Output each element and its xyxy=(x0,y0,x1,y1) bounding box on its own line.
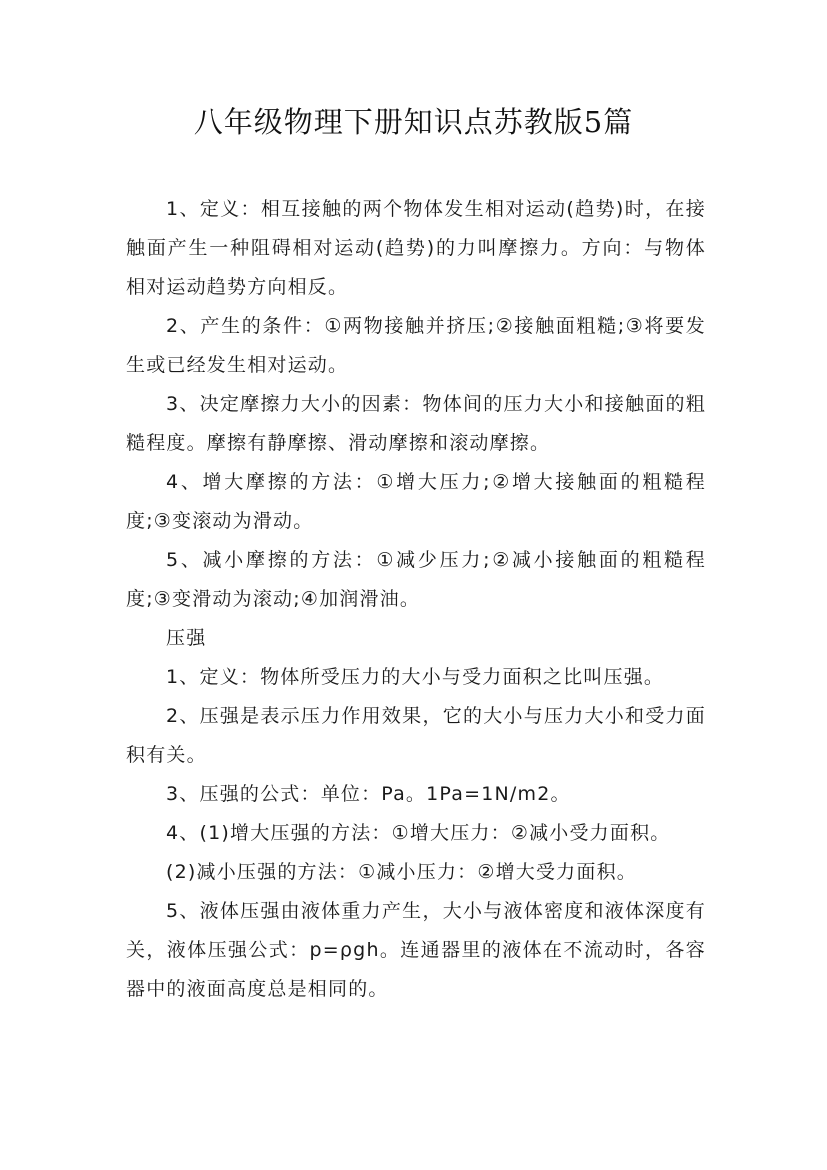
section-heading-pressure: 压强 xyxy=(166,627,207,649)
paragraph-pressure-definition: 1、定义：物体所受压力的大小与受力面积之比叫压强。 xyxy=(166,666,665,688)
paragraph-pressure-formula: 3、压强的公式：单位：Pa。1Pa=1N/m2。 xyxy=(166,783,571,805)
paragraph-friction-conditions: 2、产生的条件：①两物接触并挤压;②接触面粗糙;③将要发生或已经发生相对运动。 xyxy=(126,315,706,376)
document-body xyxy=(126,190,706,1009)
paragraph-friction-definition: 1、定义：相互接触的两个物体发生相对运动(趋势)时，在接触面产生一种阻碍相对运动(趋势)的力叫摩擦力。方向：与物体相对运动趋势方向相反。 xyxy=(126,198,706,298)
paragraph-pressure-effect: 2、压强是表示压力作用效果，它的大小与压力大小和受力面积有关。 xyxy=(126,705,706,766)
paragraph-friction-factors: 3、决定摩擦力大小的因素：物体间的压力大小和接触面的粗糙程度。摩擦有静摩擦、滑动摩擦和滚动摩擦。 xyxy=(126,393,706,454)
document-title: 八年级物理下册知识点苏教版5篇 xyxy=(193,105,634,139)
paragraph-increase-pressure: 4、(1)增大压强的方法：①增大压力：②减小受力面积。 xyxy=(166,822,671,844)
paragraph-increase-friction: 4、增大摩擦的方法：①增大压力;②增大接触面的粗糙程度;③变滚动为滑动。 xyxy=(126,471,706,532)
paragraph-reduce-pressure: (2)减小压强的方法：①减小压力：②增大受力面积。 xyxy=(166,861,637,883)
paragraph-liquid-pressure: 5、液体压强由液体重力产生，大小与液体密度和液体深度有关，液体压强公式：p=ρgh。连通器里的液体在不流动时，各容器中的液面高度总是相同的。 xyxy=(126,900,706,1000)
paragraph-reduce-friction: 5、减小摩擦的方法：①减少压力;②减小接触面的粗糙程度;③变滑动为滚动;④加润滑油。 xyxy=(126,549,706,610)
